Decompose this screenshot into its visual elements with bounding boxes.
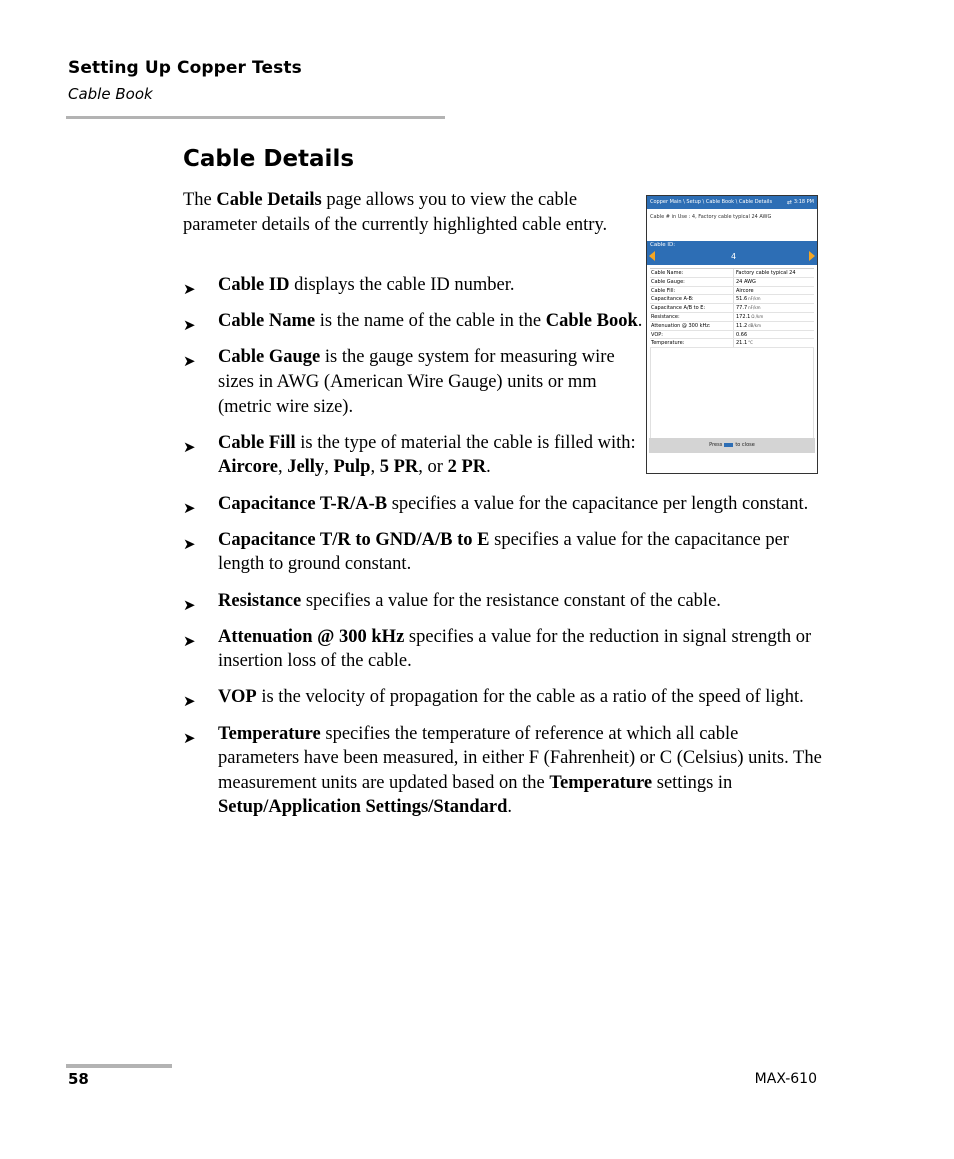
parameter-list — [183, 273, 823, 832]
bullet-arrow-icon: ➤ — [183, 352, 196, 371]
product-name: MAX-610 — [754, 1071, 817, 1087]
list-item: ➤ Cable Name is the name of the cable in the Cable Book. — [183, 309, 643, 334]
bullet-arrow-icon: ➤ — [183, 692, 196, 711]
list-item: ➤ Capacitance T/R to GND/A/B to E specifies a value for the capacitance per length to ground constant. — [183, 529, 789, 575]
list-item: ➤ Cable Gauge is the gauge system for measuring wire sizes in AWG (American Wire Gauge) units or mm (metric wire size). — [183, 347, 615, 417]
intro-paragraph: The Cable Details page allows you to view the cable parameter details of the currently highlighted cable entry. — [183, 190, 608, 235]
table-row: Capacitance A/B to E: 77.7 nF/km — [650, 304, 814, 313]
table-row: Cable Name: Factory cable typical 24 — [650, 269, 814, 278]
footer-rule — [66, 1064, 172, 1068]
list-item: ➤ Resistance specifies a value for the resistance constant of the cable. — [183, 589, 823, 614]
bullet-arrow-icon: ➤ — [183, 316, 196, 335]
table-row: Capacitance A-B: 51.6 nF/km — [650, 295, 814, 304]
cable-id-selector — [647, 241, 817, 265]
table-row: Cable Gauge: 24 AWG — [650, 278, 814, 287]
device-title-bar — [647, 196, 817, 209]
device-breadcrumb: Copper Main \ Setup \ Cable Book \ Cable Details — [650, 199, 773, 205]
bullet-arrow-icon: ➤ — [183, 280, 196, 298]
arrow-left-icon — [649, 251, 655, 261]
list-item: ➤ VOP is the velocity of propagation for the cable as a ratio of the speed of light. — [183, 685, 823, 710]
chapter-title: Setting Up Copper Tests — [68, 58, 302, 78]
list-item: ➤ Cable ID displays the cable ID number. — [183, 273, 643, 298]
cable-id-value: 4 — [731, 252, 737, 261]
header-rule — [66, 116, 445, 119]
device-footer: Press to close — [649, 438, 815, 453]
table-row: Cable Fill: Aircore — [650, 287, 814, 296]
running-header — [68, 58, 302, 103]
bullet-arrow-icon: ➤ — [183, 631, 196, 650]
table-row: Temperature: 21.1 °C — [650, 339, 814, 348]
bullet-arrow-icon: ➤ — [183, 728, 196, 747]
list-item: ➤ Attenuation @ 300 kHz specifies a value for the reduction in signal strength or insertion loss of the cable. — [183, 626, 812, 672]
list-item: ➤ Cable Fill is the type of material the cable is filled with: Aircore, Jelly, Pulp, 5 PR, or 2 PR. — [183, 432, 636, 478]
bullet-arrow-icon: ➤ — [183, 534, 196, 553]
list-item: ➤ Temperature specifies the temperature of reference at which all cable parameters have been measured, in either F (Fahrenheit) or C (Celsius) units. The measurement units are updated based on the Temperature settings in Setup/Application Settings/Standard. — [183, 723, 822, 818]
page-number: 58 — [68, 1070, 89, 1088]
chapter-subtitle: Cable Book — [68, 85, 153, 103]
device-clock: 3:18 PM — [793, 199, 814, 205]
bullet-arrow-icon: ➤ — [183, 498, 196, 517]
sync-icon: ⇄ — [786, 199, 792, 206]
cable-id-label: Cable ID: — [650, 242, 676, 248]
bullet-arrow-icon: ➤ — [183, 437, 196, 456]
table-row: VOP: 0.66 — [650, 331, 814, 340]
section-title: Cable Details — [183, 146, 355, 172]
table-row: Attenuation @ 300 kHz: 11.2 dB/km — [650, 322, 814, 331]
cable-in-use: Cable # in Use : 4, Factory cable typical 24 AWG — [650, 214, 772, 220]
table-row: Resistance: 172.1 Ω /km — [650, 313, 814, 322]
list-item: ➤ Capacitance T-R/A-B specifies a value for the capacitance per length constant. — [183, 492, 823, 517]
bullet-arrow-icon: ➤ — [183, 595, 196, 614]
arrow-right-icon — [809, 251, 815, 261]
